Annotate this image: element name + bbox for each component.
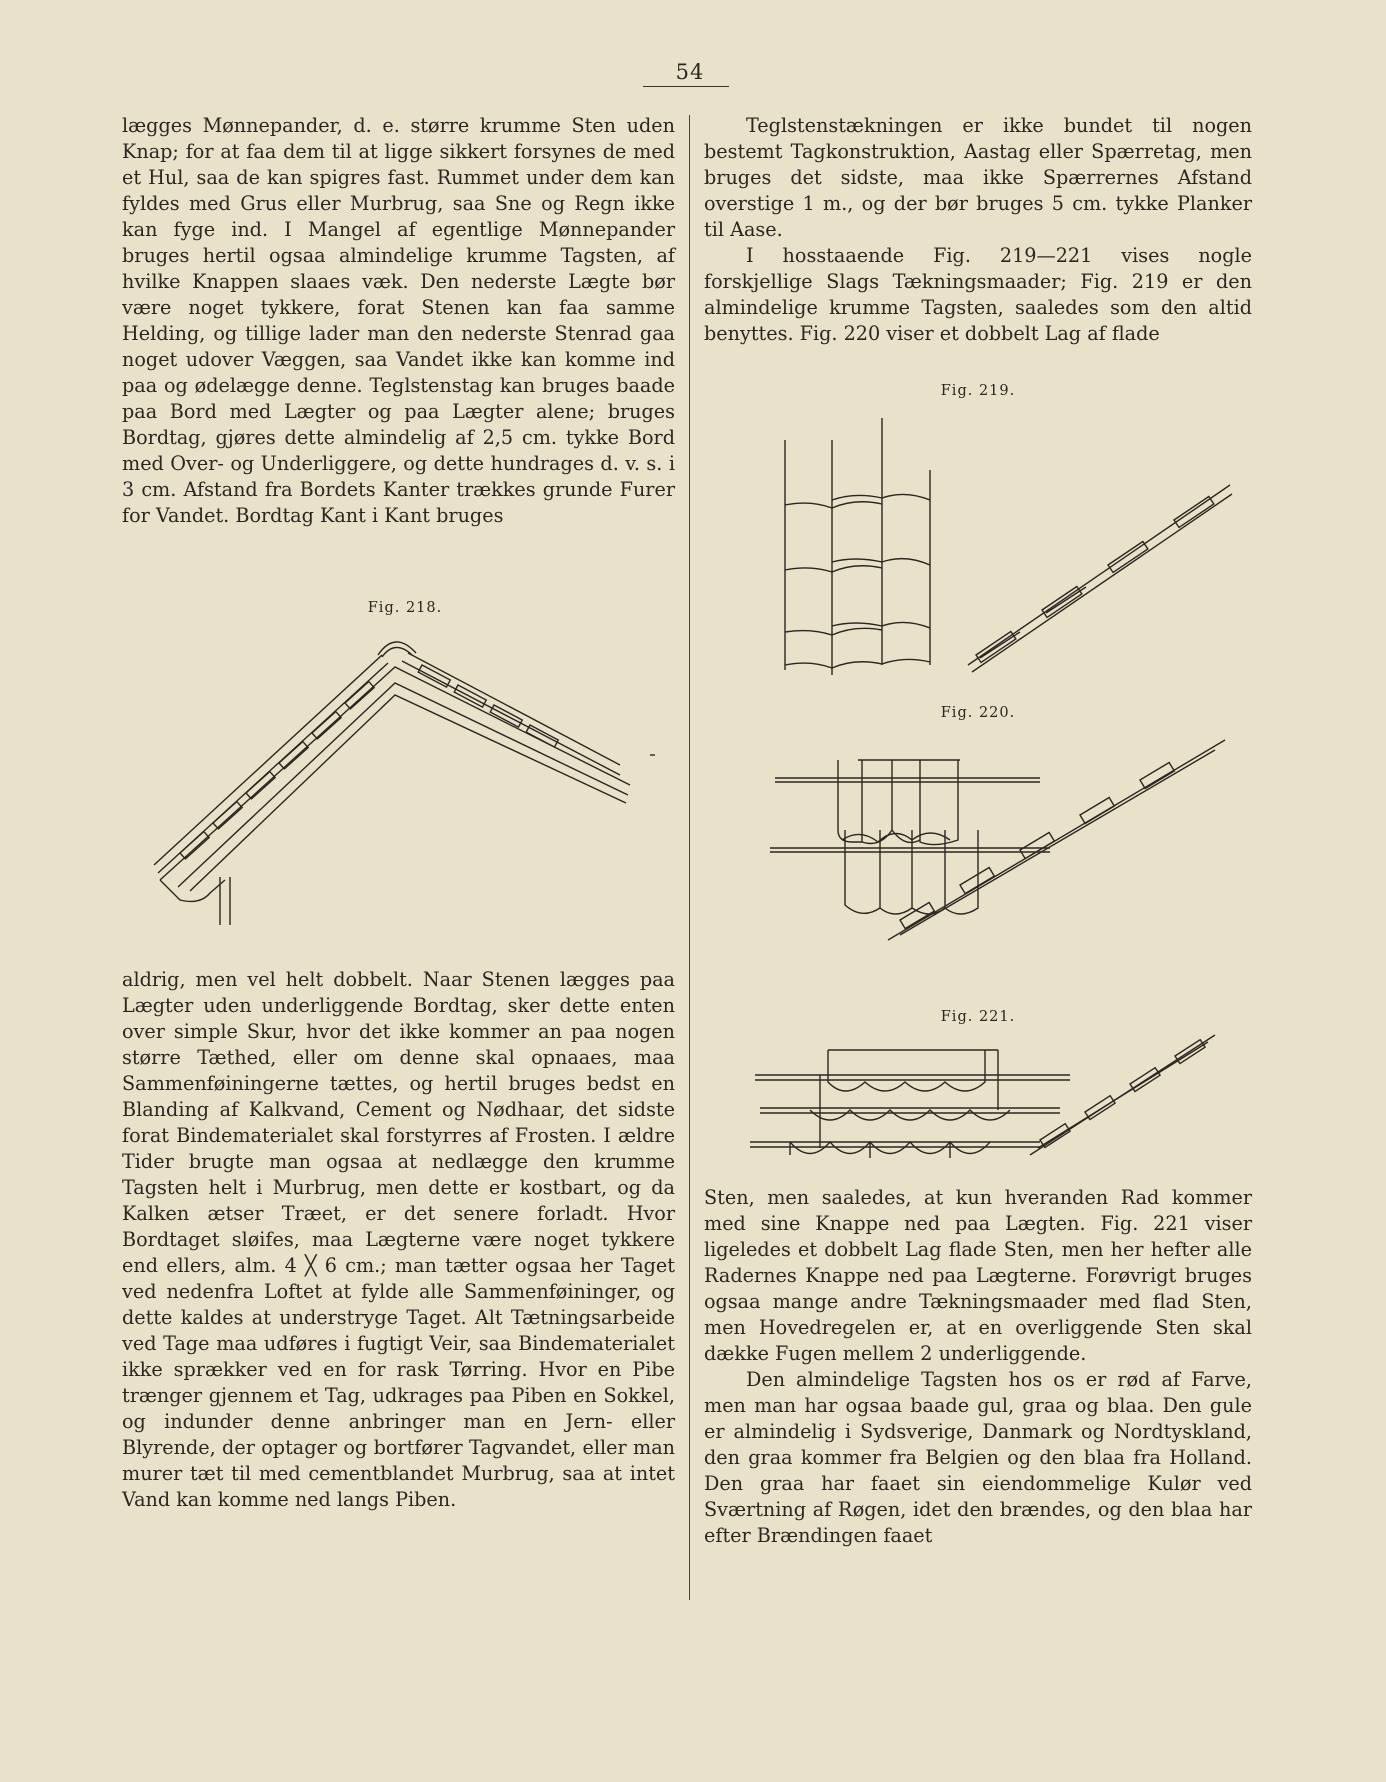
- left-paragraph-2: aldrig, men vel helt dobbelt. Naar Stenen lægges paa Lægter uden underliggende Bordtag, sker dette enten over simple Skur, hvor det ikke kommer an paa nogen større Tæthed, eller om denne skal opnaaes, maa Sammenføiningerne tættes, og hertil bruges bedst en Blanding af Kalkvand, Cement og Nødhaar, det sidste forat Bindematerialet skal forstyrres af Frosten. I ældre Tider brugte man ogsaa at nedlægge den krumme Tagsten helt i Murbrug, men dette er kostbart, og da Kalken ætser Træet, er det senere forladt. Hvor Bordtaget sløifes, maa Lægterne være noget tykkere end ellers, alm. 4 ╳ 6 cm.; man tætter ogsaa her Taget ved nedenfra Loftet at fylde alle Sammenføininger, og dette kaldes at understryge Taget. Alt Tætningsarbeide ved Tage maa udføres i fugtigt Veir, saa Bindematerialet ikke sprækker ved en for rask Tørring. Hvor en Pibe trænger gjennem et Tag, udkrages paa Piben en Sokkel, og indunder denne anbringer man en Jern- eller Blyrende, der optager og bortfører Tagvandet, eller man murer tæt til med cementblandet Murbrug, saa at intet Vand kan komme ned langs Piben.: [122, 968, 675, 1511]
- fig218-rafter-inner: [178, 683, 628, 887]
- page-number-rule: [643, 86, 729, 87]
- right-paragraph-3: Sten, men saaledes, at kun hveranden Rad kommer med sine Knappe ned paa Lægten. Fig. 221 viser ligeledes et dobbelt Lag flade Sten, men her hefter alle Radernes Knappe ned paa Lægterne. Forøvrigt bruges ogsaa mange andre Tækningsmaader med flad Sten, men Hovedregelen er, at en overliggende Sten skal dække Fugen mellem 2 underliggende.: [704, 1186, 1252, 1365]
- fig219-tile-rows: [785, 494, 930, 668]
- left-text-block-1: [122, 113, 675, 529]
- right-text-block-2: [704, 1185, 1252, 1549]
- page-number: 54: [675, 60, 705, 84]
- fig219-curved-tile-diagram: [780, 410, 1240, 680]
- fig219-side-section: [968, 485, 1232, 672]
- fig218-eave: [160, 880, 225, 901]
- left-text-block-2: [122, 967, 675, 1513]
- fig221-front-view: [750, 1050, 1070, 1158]
- right-paragraph-1: Teglstenstækningen er ikke bundet til nogen bestemt Tagkonstruktion, Aastag eller Spærretag, men bruges det sidste, maa ikke Spærrernes Afstand overstige 1 m., og der bør bruges 5 cm. tykke Planker til Aase.: [704, 114, 1252, 241]
- column-divider: [689, 115, 690, 1600]
- right-text-block-1: [704, 113, 1252, 347]
- fig220-side-section: [888, 740, 1225, 940]
- right-paragraph-4: Den almindelige Tagsten hos os er rød af Farve, men man har ogsaa baade gul, graa og blaa. Den gule er almindelig i Sydsverige, Danmark og Nordtyskland, den graa kommer fra Belgien og den blaa fra Holland. Den graa har faaet sin eiendommelige Kulør ved Sværtning af Røgen, idet den brændes, og den blaa har efter Brændingen faaet: [704, 1368, 1252, 1547]
- fig220-front-view: [770, 760, 1050, 914]
- fig219-caption: Fig. 219.: [940, 383, 1016, 399]
- fig221-caption: Fig. 221.: [940, 1009, 1016, 1025]
- fig218-tiles-left: [180, 682, 374, 859]
- fig221-side-section: [1030, 1035, 1215, 1155]
- right-paragraph-2: I hosstaaende Fig. 219—221 vises nogle forskjellige Slags Tækningsmaader; Fig. 219 er den almindelige krumme Tagsten, saaledes som den altid benyttes. Fig. 220 viser et dobbelt Lag af flade: [704, 244, 1252, 345]
- fig218-caption: Fig. 218.: [367, 600, 443, 616]
- fig218-rafter-outer: [160, 667, 630, 880]
- fig221-flat-tile-all-rows-diagram: [750, 1030, 1220, 1180]
- fig218-roof-ridge-diagram: [150, 625, 660, 935]
- left-paragraph-1: lægges Mønnepander, d. e. større krumme Sten uden Knap; for at faa dem til at ligge sikkert forsynes de med et Hul, saa de kan spigres fast. Rummet under dem kan fyldes med Grus eller Murbrug, saa Sne og Regn ikke kan fyge ind. I Mangel af egentlige Mønnepander bruges hertil ogsaa almindelige krumme Tagsten, af hvilke Knappen slaaes væk. Den nederste Lægte bør være noget tykkere, forat Stenen kan faa samme Helding, og tillige lader man den nederste Stenrad gaa noget udover Væggen, saa Vandet ikke kan komme ind paa og ødelægge denne. Teglstenstag kan bruges baade paa Bord med Lægter og paa Lægter alene; bruges Bordtag, gjøres dette almindelig af 2,5 cm. tykke Bord med Over- og Underliggere, og dette hundrages d. v. s. i 3 cm. Afstand fra Bordets Kanter trækkes grunde Furer for Vandet. Bordtag Kant i Kant bruges: [122, 114, 675, 527]
- fig220-flat-tile-double-layer-diagram: [770, 730, 1240, 950]
- fig220-caption: Fig. 220.: [940, 705, 1016, 721]
